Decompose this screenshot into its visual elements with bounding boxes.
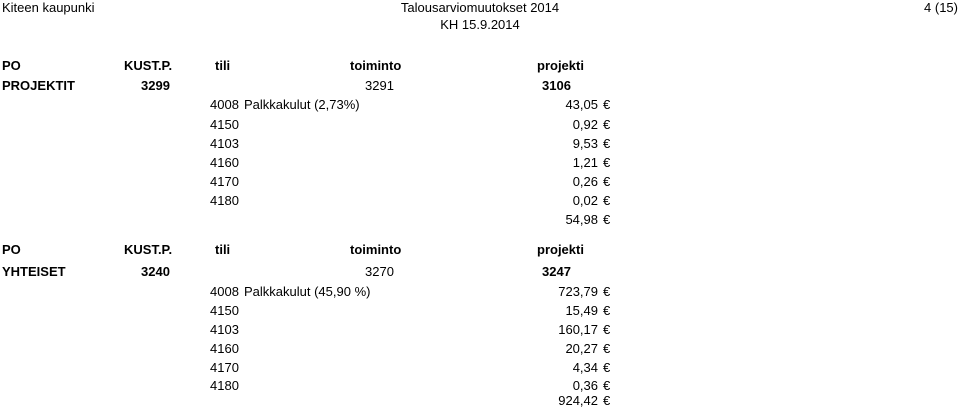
euro-icon: € xyxy=(603,155,611,170)
euro-icon: € xyxy=(603,117,611,132)
line-value: 20,27 xyxy=(565,341,598,356)
row-toiminto: 3291 xyxy=(365,78,394,93)
column-header-projekti: projekti xyxy=(537,242,584,257)
line-value: 0,36 xyxy=(572,378,598,393)
line-account: 4160 xyxy=(210,341,239,356)
euro-icon: € xyxy=(603,341,611,356)
euro-icon: € xyxy=(603,97,611,112)
column-header-toiminto: toiminto xyxy=(350,58,402,73)
euro-icon: € xyxy=(603,322,611,337)
euro-icon: € xyxy=(603,284,611,299)
euro-icon: € xyxy=(603,212,611,227)
euro-icon: € xyxy=(603,378,611,393)
euro-icon: € xyxy=(603,174,611,189)
line-account: 4180 xyxy=(210,193,239,208)
line-value: 1,21 xyxy=(572,155,598,170)
line-account: 4103 xyxy=(210,136,239,151)
line-description: Palkkakulut (2,73%) xyxy=(244,97,360,112)
line-value: 0,26 xyxy=(572,174,598,189)
column-header-tili: tili xyxy=(215,58,231,73)
line-value: 4,34 xyxy=(572,360,598,375)
column-header-projekti: projekti xyxy=(537,58,584,73)
section-total: 54,98 xyxy=(565,212,598,227)
line-account: 4170 xyxy=(210,360,239,375)
line-account: 4008 xyxy=(210,284,239,299)
line-value: 9,53 xyxy=(572,136,598,151)
line-value: 723,79 xyxy=(558,284,598,299)
line-account: 4160 xyxy=(210,155,239,170)
column-header-toiminto: toiminto xyxy=(350,242,402,257)
line-value: 15,49 xyxy=(565,303,598,318)
line-value: 160,17 xyxy=(558,322,598,337)
document-date: KH 15.9.2014 xyxy=(440,17,520,32)
row-projekti: 3247 xyxy=(542,264,571,279)
column-header-kust: KUST.P. xyxy=(124,242,173,257)
euro-icon: € xyxy=(603,193,611,208)
line-value: 0,02 xyxy=(572,193,598,208)
line-description: Palkkakulut (45,90 %) xyxy=(244,284,371,299)
line-value: 43,05 xyxy=(565,97,598,112)
line-account: 4170 xyxy=(210,174,239,189)
row-toiminto: 3270 xyxy=(365,264,394,279)
section-total: 924,42 xyxy=(558,393,598,408)
page-number: 4 (15) xyxy=(924,0,958,15)
row-po: PROJEKTIT xyxy=(2,78,75,93)
column-header-po: PO xyxy=(2,58,21,73)
line-account: 4180 xyxy=(210,378,239,393)
line-account: 4150 xyxy=(210,117,239,132)
column-header-po: PO xyxy=(2,242,21,257)
euro-icon: € xyxy=(603,136,611,151)
euro-icon: € xyxy=(603,393,611,408)
euro-icon: € xyxy=(603,303,611,318)
document-title: Talousarviomuutokset 2014 xyxy=(400,0,560,15)
row-projekti: 3106 xyxy=(542,78,571,93)
row-kust: 3299 xyxy=(141,78,170,93)
column-header-kust: KUST.P. xyxy=(124,58,173,73)
row-po: YHTEISET xyxy=(2,264,66,279)
org-name: Kiteen kaupunki xyxy=(2,0,95,15)
line-account: 4008 xyxy=(210,97,239,112)
euro-icon: € xyxy=(603,360,611,375)
line-account: 4150 xyxy=(210,303,239,318)
column-header-tili: tili xyxy=(215,242,231,257)
line-account: 4103 xyxy=(210,322,239,337)
line-value: 0,92 xyxy=(572,117,598,132)
row-kust: 3240 xyxy=(141,264,170,279)
